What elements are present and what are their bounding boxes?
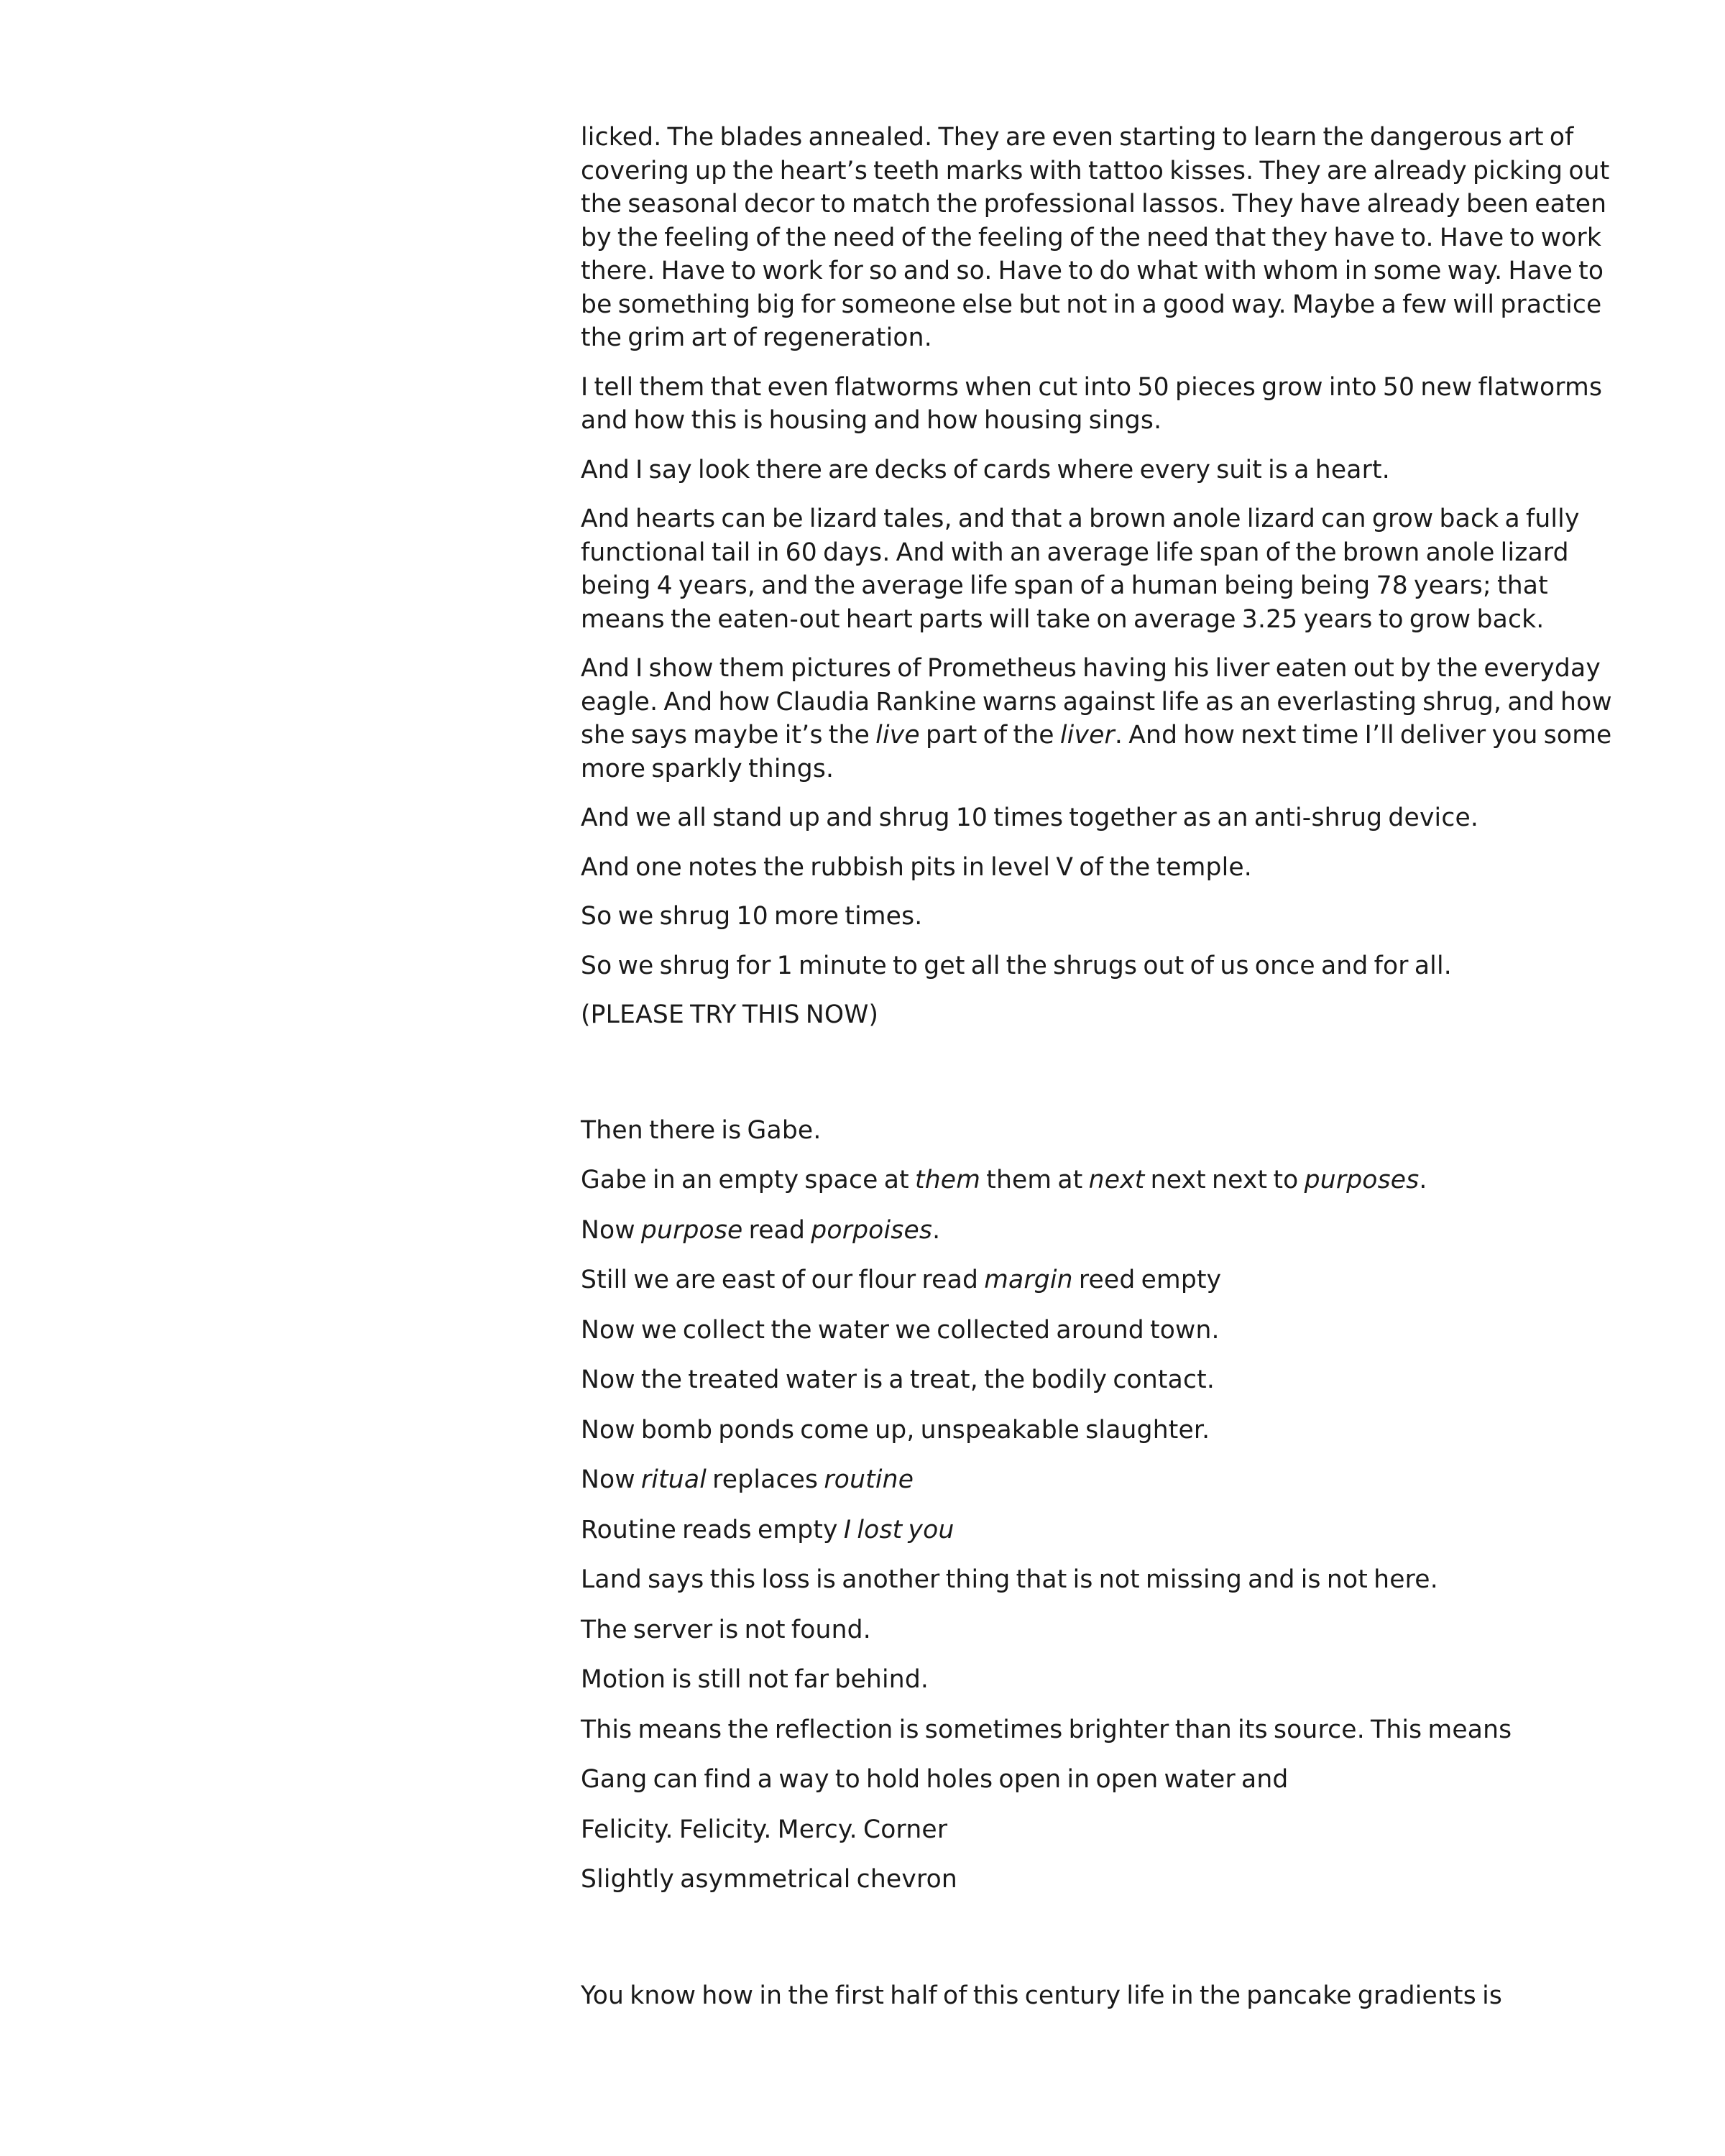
paragraph-anti-shrug: And we all stand up and shrug 10 times together as an anti-shrug device. bbox=[581, 803, 1479, 832]
italic-word: margin bbox=[984, 1266, 1073, 1294]
section-spacer bbox=[581, 1048, 1616, 1114]
text-fragment: . bbox=[1419, 1166, 1427, 1194]
line-flour bbox=[581, 1263, 1616, 1297]
line-pancake-gradients: You know how in the first half of this century life in the pancake gradients is bbox=[581, 1981, 1503, 2010]
text-fragment: replaces bbox=[707, 1465, 824, 1494]
line-purpose bbox=[581, 1214, 1616, 1248]
line-motion: Motion is still not far behind. bbox=[581, 1665, 929, 1694]
line-empty-space bbox=[581, 1164, 1616, 1197]
paragraph-please-try: (PLEASE TRY THIS NOW) bbox=[581, 1000, 879, 1029]
line-gang: Gang can find a way to hold holes open in open water and bbox=[581, 1765, 1289, 1794]
paragraph-prometheus bbox=[581, 652, 1616, 786]
italic-word: them bbox=[915, 1166, 981, 1194]
text-fragment: . And how next time I’ll deliver you some more sparkly things. bbox=[581, 721, 1612, 783]
italic-word: ritual bbox=[640, 1465, 707, 1494]
italic-word: routine bbox=[824, 1465, 914, 1494]
line-gabe: Then there is Gabe. bbox=[581, 1115, 822, 1145]
paragraph-regeneration: licked. The blades annealed. They are even starting to learn the dangerous art of covering up the heart’s teeth marks with tattoo kisses. They are already picking out the seasonal decor to match the professional lassos. They have already been eaten by the feeling of the need of the feeling of the need that they have to. Have to work there. Have to work for so and so. Have to do what with whom in some way. Have to be something big for someone else but not in a good way. Maybe a few will practice the grim art of regeneration. bbox=[581, 123, 1610, 352]
line-land-says: Land says this loss is another thing that is not missing and is not here. bbox=[581, 1565, 1438, 1594]
line-routine bbox=[581, 1514, 1616, 1547]
paragraph-shrug-more: So we shrug 10 more times. bbox=[581, 902, 923, 931]
line-treated-water: Now the treated water is a treat, the bodily contact. bbox=[581, 1365, 1215, 1394]
line-bomb-ponds: Now bomb ponds come up, unspeakable slaughter. bbox=[581, 1415, 1210, 1445]
text-fragment: Now bbox=[581, 1215, 641, 1245]
italic-word: liver bbox=[1059, 721, 1115, 750]
paragraph-rubbish-pits: And one notes the rubbish pits in level V of the temple. bbox=[581, 852, 1252, 882]
line-collect-water: Now we collect the water we collected around town. bbox=[581, 1315, 1220, 1345]
text-fragment: next next to bbox=[1144, 1166, 1305, 1194]
paragraph-lizard-tales: And hearts can be lizard tales, and that a brown anole lizard can grow back a fully functional tail in 60 days. And with an average life span of the brown anole lizard being 4 years, and the average life span of a human being being 78 years; that means the eaten-out heart parts will take on average 3.25 years to grow back. bbox=[581, 505, 1580, 634]
text-fragment: Routine reads empty bbox=[581, 1515, 844, 1544]
text-fragment: . bbox=[932, 1215, 941, 1245]
line-server: The server is not found. bbox=[581, 1615, 871, 1644]
section-spacer bbox=[581, 1913, 1616, 1979]
text-fragment: Gabe in an empty space at bbox=[581, 1166, 916, 1194]
italic-word: next bbox=[1088, 1166, 1145, 1194]
line-ritual bbox=[581, 1463, 1616, 1497]
poem-text-column bbox=[581, 121, 1616, 2029]
line-chevron: Slightly asymmetrical chevron bbox=[581, 1865, 957, 1894]
italic-word: porpoises bbox=[811, 1215, 933, 1245]
paragraph-flatworms: I tell them that even flatworms when cut into 50 pieces grow into 50 new flatworms and how this is housing and how housing sings. bbox=[581, 372, 1603, 435]
line-reflection: This means the reflection is sometimes brighter than its source. This means bbox=[581, 1715, 1512, 1744]
text-fragment: part of the bbox=[919, 721, 1060, 750]
paragraph-shrug-minute: So we shrug for 1 minute to get all the shrugs out of us once and for all. bbox=[581, 951, 1452, 980]
italic-word: purposes bbox=[1304, 1166, 1420, 1194]
italic-word: I lost you bbox=[843, 1515, 954, 1544]
text-fragment: read bbox=[742, 1215, 811, 1245]
text-fragment: Still we are east of our flour read bbox=[581, 1266, 985, 1294]
line-felicity: Felicity. Felicity. Mercy. Corner bbox=[581, 1815, 948, 1844]
italic-word: purpose bbox=[640, 1215, 743, 1245]
text-fragment: them at bbox=[980, 1166, 1089, 1194]
paragraph-decks-of-cards: And I say look there are decks of cards where every suit is a heart. bbox=[581, 455, 1390, 484]
text-fragment: reed empty bbox=[1072, 1266, 1222, 1294]
italic-word: live bbox=[875, 721, 920, 750]
text-fragment: Now bbox=[581, 1465, 641, 1494]
text-fragment: And I show them pictures of Prometheus having his liver eaten out by the everyday eagle. And how Claudia Rankine warns against life as an everlasting shrug, and how she says maybe it’s the bbox=[581, 654, 1612, 750]
